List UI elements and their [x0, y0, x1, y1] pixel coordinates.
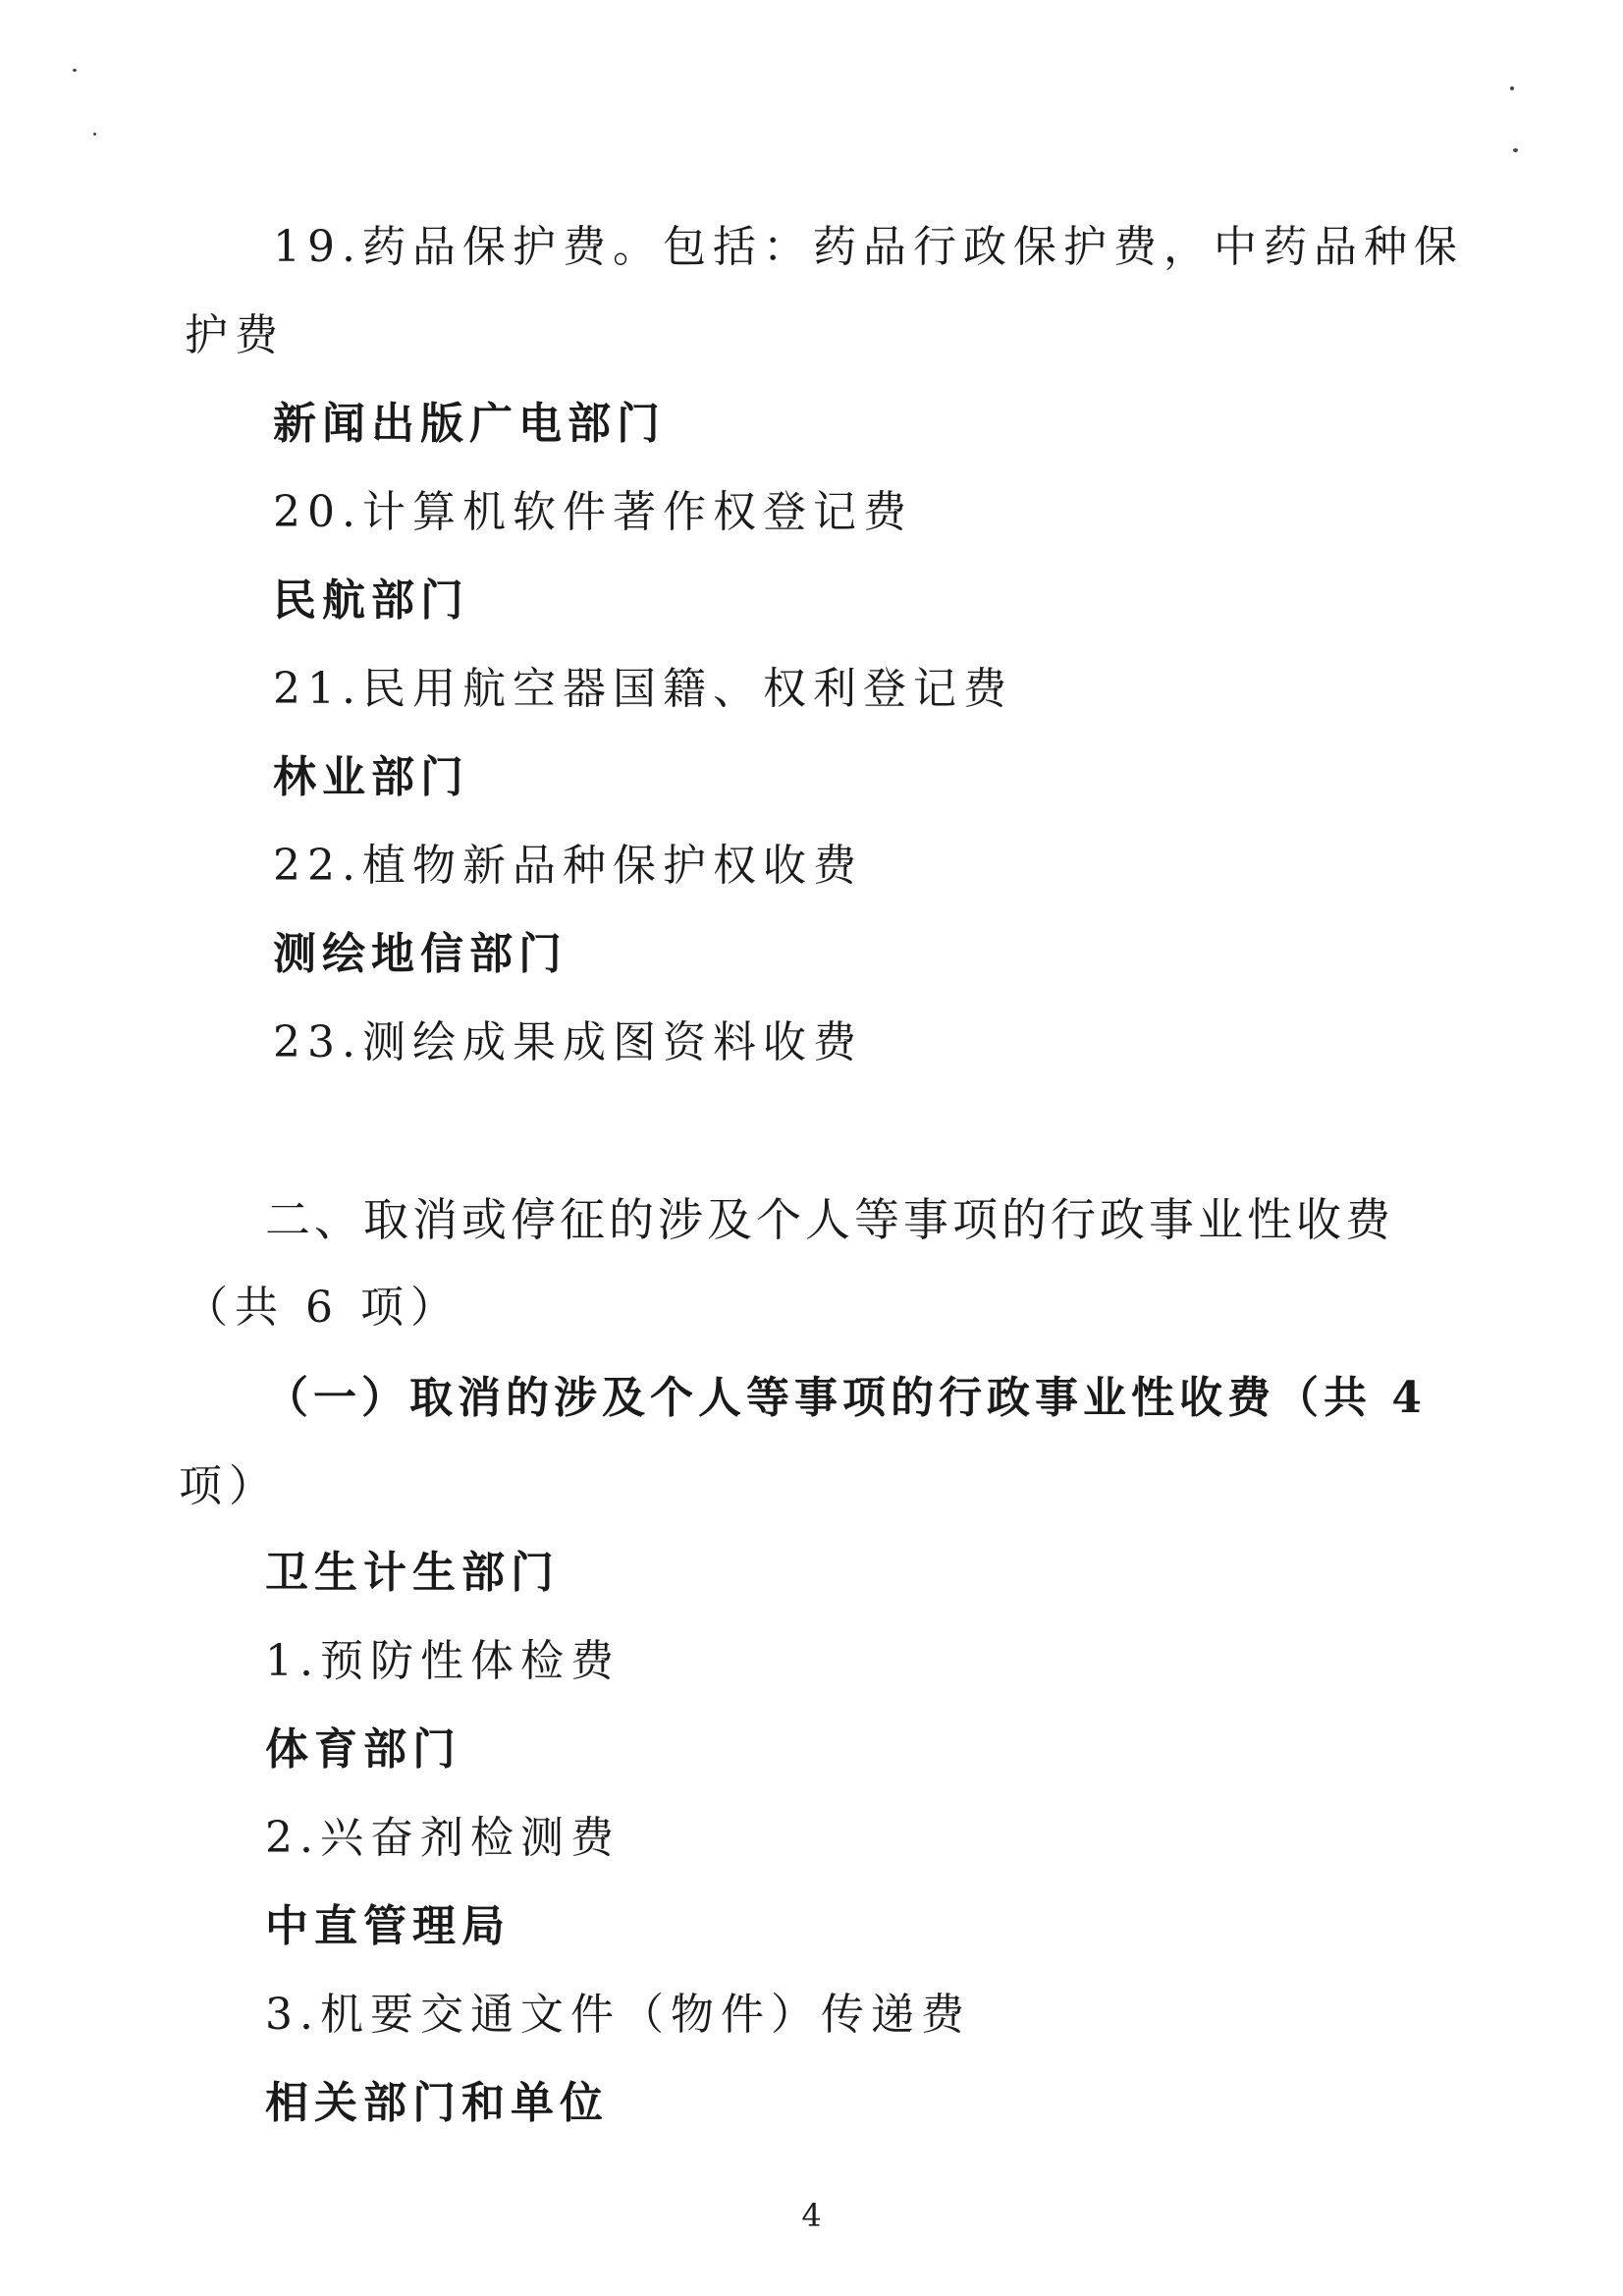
department-heading-health: 卫生计生部门: [265, 1548, 560, 1598]
item-20-text: 20.计算机软件著作权登记费: [273, 487, 913, 537]
scan-speck: [73, 69, 77, 72]
scan-speck: [1510, 86, 1514, 90]
subsection-one-count: 项）: [179, 1461, 279, 1511]
item-22-text: 22.植物新品种保护权收费: [273, 841, 863, 891]
page-number: 4: [801, 2197, 822, 2234]
department-heading-sports: 体育部门: [265, 1724, 461, 1775]
section-two-heading: 二、取消或停征的涉及个人等事项的行政事业性收费: [265, 1193, 1394, 1246]
item-21-text: 21.民用航空器国籍、权利登记费: [273, 664, 1013, 714]
item-2-text: 2.兴奋剂检测费: [265, 1813, 621, 1863]
section-two-count: （共 6 项）: [185, 1283, 460, 1333]
item-23-text: 23.测绘成果成图资料收费: [273, 1017, 863, 1067]
subsection-one-heading: （一）取消的涉及个人等事项的行政事业性收费（共 4: [265, 1373, 1427, 1423]
item-19-continuation: 护费: [185, 310, 285, 360]
department-heading-press-publication: 新闻出版广电部门: [273, 399, 666, 449]
item-3-text: 3.机要交通文件（物件）传递费: [265, 1990, 971, 2040]
department-heading-central-administration: 中直管理局: [265, 1901, 511, 1951]
item-19-text: 19.药品保护费。包括：药品行政保护费，中药品种保: [273, 222, 1464, 272]
scan-speck: [1513, 148, 1518, 152]
department-heading-civil-aviation: 民航部门: [273, 575, 469, 626]
department-heading-surveying: 测绘地信部门: [273, 929, 568, 979]
scan-speck: [93, 133, 96, 136]
department-heading-forestry: 林业部门: [273, 752, 469, 802]
department-heading-related-units: 相关部门和单位: [265, 2078, 609, 2128]
item-1-text: 1.预防性体检费: [265, 1636, 621, 1686]
